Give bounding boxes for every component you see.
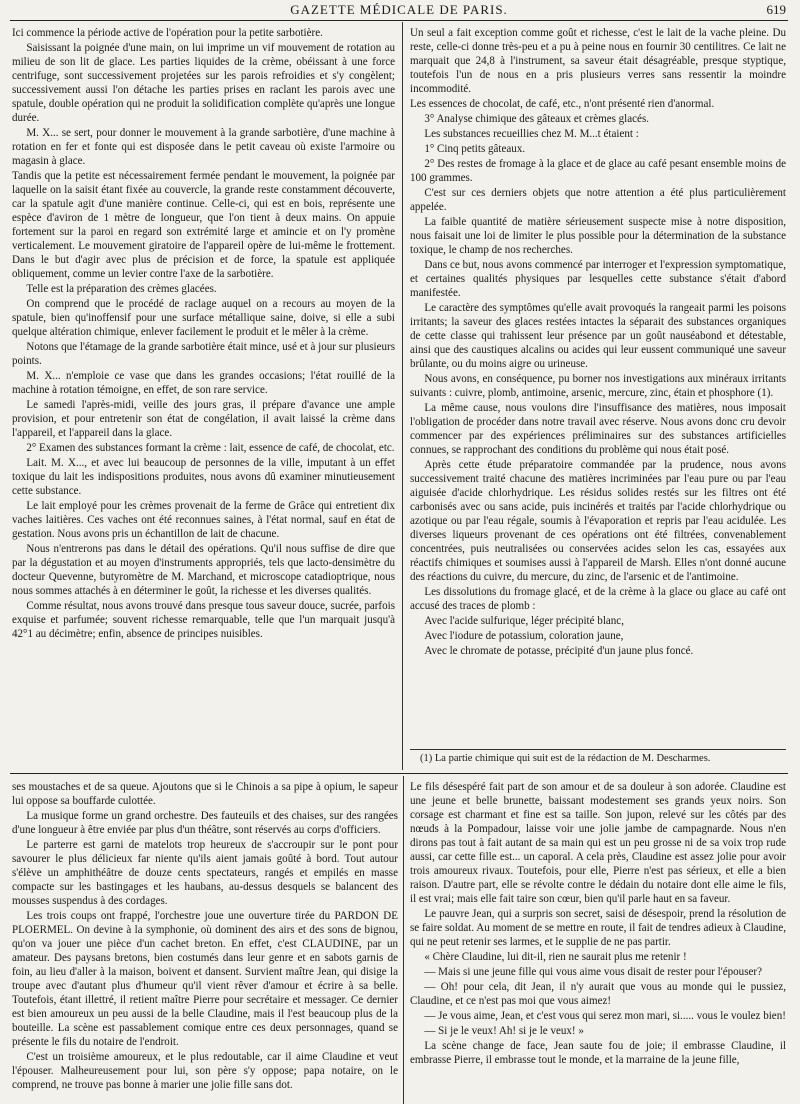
paragraph: C'est sur ces derniers objets que notre attention a été plus particulièrement appelée. [410,187,786,213]
dialogue-line: — Si je le veux! Ah! si je le veux! » [424,1025,584,1037]
paragraph: La scène change de face, Jean saute fou de joie; il embrasse Claudine, il embrasse Pierre, il embrasse tout le monde, et la marraine de la jeune fille, [410,1040,786,1066]
section-heading: 3° Analyse chimique des gâteaux et crèmes glacés. [424,113,650,125]
paragraph: Dans ce but, nous avons commencé par interroger et l'expression symptomatique, et certaines qualités physiques par lesquelles cette substance s'était d'abord manifestée. [410,259,786,299]
paragraph: Le parterre est garni de matelots trop heureux de s'accroupir sur le pont pour savourer le plus délicieux far niente qu'ils aient jamais goûté à bord. Tout autour s'élève un amphithéâtre de douze cents spectateurs, rangés et empilés en masse compacte sur les bastingages et les haubans, au-dessus desquels se balancent des mousses suspendus à des cordages. [12,839,398,907]
section-heading: 2° Examen des substances formant la crème : lait, essence de café, de chocolat, etc. [26,442,395,454]
paragraph: Saisissant la poignée d'une main, on lui imprime un vif mouvement de rotation au milieu de son lit de glace. Les parties liquides de la crème, obéissant à une force centrifuge, sont successivement projetées sur les parois refroidies et s'y congèlent; successivement aussi l'on détache les parties prises en raclant les parois avec une spatule, double opération qui ne produit la solidification complète qu'après une longue durée. [12,42,395,124]
paragraph: Tandis que la petite est nécessairement fermée pendant le mouvement, la poignée par laquelle on la saisit étant fixée au couvercle, la grande reste constamment découverte, car la spatule agit d'une manière continue. Celle-ci, qui est en bois, représente une espèce d'aviron de 1 mètre de longueur, que l'on tient à deux mains. On appuie fortement sur la paroi en regard son extrémité large et amincie et on l'y promène verticalement. Le mouvement giratoire de l'appareil opère de lui-même le frottement. Dans le but d'agir avec plus de précision et de force, la spatule est appliquée obliquement, comme un levier contre l'axe de la sarbotière. [12,170,395,280]
paragraph: M. X... n'emploie ce vase que dans les grandes occasions; l'état rouillé de la machine à rotation témoigne, en effet, de son rare service. [12,370,395,396]
paragraph: Les substances recueillies chez M. M...t étaient : [424,128,639,140]
paragraph: Notons que l'étamage de la grande sarbotière était mince, usé et à jour sur plusieurs points. [12,341,395,367]
reaction-line: Avec l'iodure de potassium, coloration jaune, [424,630,624,642]
upper-right-column [410,26,786,744]
reaction-line: Avec l'acide sulfurique, léger précipité blanc, [424,615,624,627]
paragraph: Le lait employé pour les crèmes provenait de la ferme de Grâce qui entretient dix vaches laitières. Ces vaches ont été reconnues saines, à l'état normal, sauf en état de gestation. Nous avons pris un échantillon de lait de chacune. [12,500,395,540]
page-header [10,0,788,21]
lower-left-column [12,780,398,1102]
paragraph: Le caractère des symptômes qu'elle avait provoqués la rangeait parmi les poisons irritants; la saveur des glaces restées intactes la séparait des substances organiques de cette classe qui trahissent leur présence par un goût nauséabond et détestable, ainsi que des caustiques alcalins ou acides qui leur eussent communiqué une saveur brûlante, ou du moins aigre ou urineuse. [410,302,786,370]
reaction-line: Avec le chromate de potasse, précipité d'un jaune plus foncé. [424,645,694,657]
paragraph: Nous avons, en conséquence, pu borner nos investigations aux minéraux irritants suivants : cuivre, plomb, antimoine, arsenic, mercure, zinc, étain et phosphore (1). [410,373,786,399]
column-divider-lower [403,776,404,1104]
footnote-rule [410,749,786,750]
section-divider [10,773,788,774]
paragraph: M. X... se sert, pour donner le mouvement à la grande sarbotière, d'une machine à rotation en fer et fonte qui est disposée dans le petit caveau où existe l'armoire ou magasin à glace. [12,127,395,167]
lower-right-column [410,780,786,1102]
dialogue-line: — Mais si une jeune fille qui vous aime vous disait de rester pour l'épouser? [424,966,762,978]
paragraph: ses moustaches et de sa queue. Ajoutons que si le Chinois a sa pipe à opium, le sapeur lui oppose sa bouffarde culottée. [12,781,398,807]
column-divider-upper [402,22,403,770]
paragraph: Les essences de chocolat, de café, etc., n'ont présenté rien d'anormal. [410,98,715,110]
paragraph: Comme résultat, nous avons trouvé dans presque tous saveur douce, sucrée, parfois exquise et parfumée; souvent richesse remarquable, telle que l'un marquait jusqu'à 42°1 au décimètre; enfin, absence de principes nuisibles. [12,600,395,640]
paragraph: On comprend que le procédé de raclage auquel on a recours au moyen de la spatule, bien qu'inoffensif pour une surface métallique saine, doive, si elle a subi quelque altération chimique, enlever facilement le produit et le mêler à la crème. [12,298,395,338]
paragraph: Le pauvre Jean, qui a surpris son secret, saisi de désespoir, prend la résolution de se faire soldat. Au moment de se mettre en route, il fait de tendres adieux à Claudine, qui ne peut retenir ses larmes, et le supplie de ne pas partir. [410,908,786,948]
paragraph: Nous n'entrerons pas dans le détail des opérations. Qu'il nous suffise de dire que par la dégustation et au moyen d'instruments appropriés, tels que lacto-densimètre du docteur Quevenne, butyromètre de M. Marchand, et microscope catadioptrique, nous nous sommes attachés à en déterminer le goût, la richesse et les diverses qualités. [12,543,395,597]
paragraph: C'est un troisième amoureux, et le plus redoutable, car il aime Claudine et veut l'épouser. Malheureusement pour lui, son père s'y oppose; papa notaire, on le comprend, ne trouve pas bonne à marier une jolie fille sans dot. [12,1051,398,1091]
paragraph: Le samedi l'après-midi, veille des jours gras, il prépare d'avance une ample provision, et pour entretenir son état de congélation, il avait laissé la crème dans l'appareil, et l'appareil dans la glace. [12,399,395,439]
list-item: 2° Des restes de fromage à la glace et de glace au café pesant ensemble moins de 100 grammes. [410,158,786,184]
dialogue-line: — Je vous aime, Jean, et c'est vous qui serez mon mari, si..... vous le voulez bien! [424,1010,786,1022]
paragraph: Un seul a fait exception comme goût et richesse, c'est le lait de la vache pleine. Du reste, celle-ci donne très-peu et a pu à peine nous en fournir 30 centilitres. Ce lait ne marquait que 24,8 à l'instrument, sa saveur était désagréable, presque styptique, toutefois l'un de nous en a pris plusieurs verres sans ressentir la moindre incommodité. [410,27,786,95]
dialogue-line: — Oh! pour cela, dit Jean, il n'y aurait que vous au monde qui le pussiez, Claudine, et ce n'est pas moi que vous aimez! [410,981,786,1007]
paragraph: La même cause, nous voulons dire l'insuffisance des matières, nous imposait l'obligation de procéder dans notre travail avec réserve. Nous avons donc cru devoir commencer par des expériences préliminaires sur des substances artificielles connues, se rapprochant des conditions du problème qui nous était posé. [410,402,786,456]
dialogue-line: « Chère Claudine, lui dit-il, rien ne saurait plus me retenir ! [424,951,687,963]
upper-left-column [12,26,395,764]
paragraph: Ici commence la période active de l'opération pour la petite sarbotière. [12,27,323,39]
page-number: 619 [766,2,786,17]
paragraph: Lait. M. X..., et avec lui beaucoup de personnes de la ville, imputant à un effet toxique du lait les indispositions produites, nous avons dû examiner minutieusement cette substance. [12,457,395,497]
paragraph: La faible quantité de matière sérieusement suspecte mise à notre disposition, nous faisait une loi de limiter le plus possible pour la détermination de la substance toxique, le champ de nos recherches. [410,216,786,256]
paragraph: Les dissolutions du fromage glacé, et de la crème à la glace ou glace au café ont accusé des traces de plomb : [410,586,786,612]
list-item: 1° Cinq petits gâteaux. [424,143,526,155]
paragraph: Le fils désespéré fait part de son amour et de sa douleur à son adorée. Claudine est une jeune et belle brunette, baissant modestement ses grands yeux noirs. Son corsage est charmant et fine est sa taille. Son jupon, relevé sur les côtés par des nœuds à la Pompadour, laisse voir une jolie jambe de campagnarde. Nous n'en dirons pas tout à fait autant de sa main qui est un peu grosse ni de sa voix trop rude aussi, car cette fille est... un caporal. A cela près, Claudine est assez jolie pour avoir trois amoureux rivaux. Toutefois, pour elle, Pierre n'est pas sérieux, et elle a bien raison. D'autre part, elle se révolte contre le dédain du notaire dont elle aime le fils, il est vrai; mais elle fait taire son cœur, bien qu'il parle haut en sa faveur. [410,781,786,905]
paragraph: Telle est la préparation des crèmes glacées. [26,283,217,295]
journal-title: GAZETTE MÉDICALE DE PARIS. [290,2,508,17]
footnote: (1) La partie chimique qui suit est de la rédaction de M. Descharmes. [420,753,711,764]
paragraph: La musique forme un grand orchestre. Des fauteuils et des chaises, sur des rangées d'une longueur à être enviée par plus d'un théâtre, sont réservés au corps d'officiers. [12,810,398,836]
paragraph: Après cette étude préparatoire commandée par la prudence, nous avons successivement traité chacune des matières incriminées par l'eau pure ou par l'eau aiguisée d'acide chlorhydrique. Les résidus solides restés sur les filtres ont été carbonisés avec ou sans acide, puis incinérés et traités par l'acide chlorhydrique ou azotique ou par l'eau régale, soumis à l'évaporation et repris par l'eau acidulée. Les diverses liqueurs provenant de ces opérations ont été filtrées, convenablement concentrées, puis neutralisées ou conservées acides selon les cas, essayées aux réactifs chimiques et soumises aussi à l'appareil de Marsh. Elles n'ont donné aucune des réactions du cuivre, du mercure, du zinc, de l'arsenic et de l'antimoine. [410,459,786,583]
paragraph: Les trois coups ont frappé, l'orchestre joue une ouverture tirée du PARDON DE PLOERMEL. On devine à la symphonie, où dominent des airs et des sons de bignou, qu'on va jouer une pièce d'un cachet breton. En effet, c'est CLAUDINE, par un amateur. Des paysans bretons, bien costumés dans leur genre et en sabots garnis de foin, au lieu d'aller à la maison, boivent et dansent. Survient maître Jean, qui disige la troupe avec d'autant plus d'humeur qu'il vient rêver d'amour et écrire à sa belle. Toutefois, étant illettré, il retient maître Pierre pour secrétaire et messager. Ce dernier est bien amoureux un peu aussi de la belle Claudine, mais il l'est beaucoup plus de la bouteille. La scène est passablement comique entre ces deux personnages, quand se présente le fils du notaire de l'endroit. [12,910,398,1048]
